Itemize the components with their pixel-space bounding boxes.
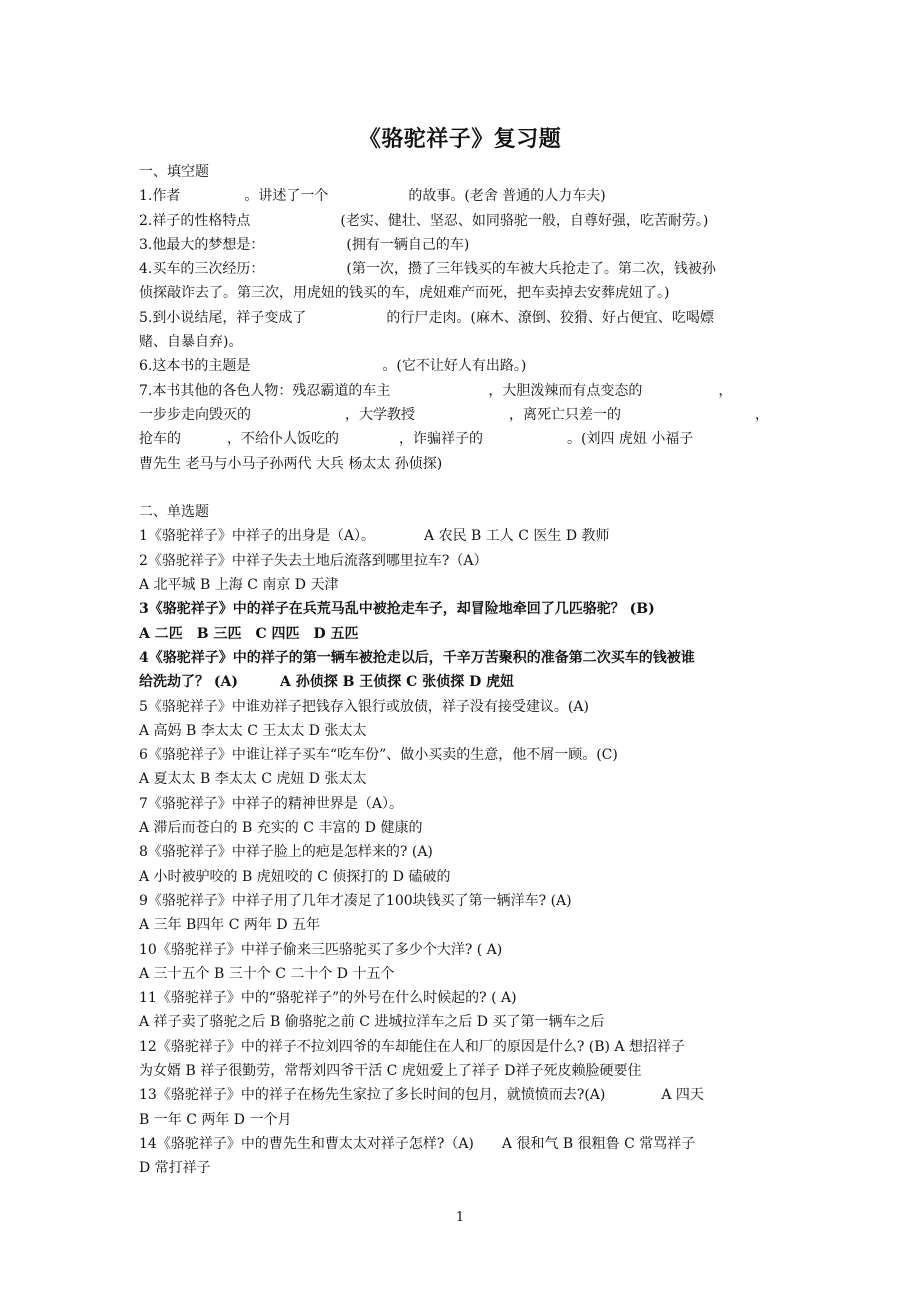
section-spacer xyxy=(139,476,791,500)
fill-question-5 xyxy=(139,306,791,330)
q5-part-a: 5.到小说结尾，祥子变成了 xyxy=(139,309,307,326)
question-line: B 一年 C 两年 D 一个月 xyxy=(139,1111,292,1128)
question-line: 1《骆驼祥子》中祥子的出身是（A）。 A 农民 B 工人 C 医生 D 教师 xyxy=(139,528,610,545)
q1-part-c: 的故事。(老舍 普通的人力车夫) xyxy=(408,188,606,205)
q6-part-a: 6.这本书的主题是 xyxy=(139,358,251,375)
question-line: A 滞后而苍白的 B 充实的 C 丰富的 D 健康的 xyxy=(139,820,423,837)
fill-question-4-cont: 侦探敲诈去了。第三次，用虎妞的钱买的车，虎妞难产而死，把车卖掉去安葬虎妞了。) xyxy=(139,285,670,302)
fill-question-6 xyxy=(139,354,791,378)
fill-question-3 xyxy=(139,233,791,257)
q2-part-a: 2.祥子的性格特点 xyxy=(139,212,251,229)
q3-part-b: (拥有一辆自己的车) xyxy=(346,236,470,253)
q1-part-a: 1.作者 xyxy=(139,188,181,205)
fill-question-7 xyxy=(139,379,791,403)
fill-question-5-cont: 赌、自暴自弃)。 xyxy=(139,334,243,351)
question-line: 11《骆驼祥子》中的“骆驼祥子”的外号在什么时候起的? ( A) xyxy=(139,990,517,1007)
question-line: 为女婿 B 祥子很勤劳，常帮刘四爷干活 C 虎妞爱上了祥子 D祥子死皮赖脸硬要住 xyxy=(139,1062,642,1079)
q3-part-a: 3.他最大的梦想是： xyxy=(139,236,265,253)
question-line: A 高妈 B 李太太 C 王太太 D 张太太 xyxy=(139,722,367,739)
q7-part-f: ，离死亡只差一的 xyxy=(509,406,621,423)
fill-question-7-line3 xyxy=(139,427,791,451)
question-line: 8《骆驼祥子》中祥子脸上的疤是怎样来的? (A) xyxy=(139,844,433,861)
section-heading-fill-blank: 一、填空题 xyxy=(139,164,209,180)
q7-part-b: ，大胆泼辣而有点变态的 xyxy=(488,382,643,399)
q5-part-b: 的行尸走肉。(麻木、潦倒、狡猾、好占便宜、吃喝嫖 xyxy=(386,309,714,326)
question-line: 10《骆驼祥子》中祥子偷来三匹骆驼买了多少个大洋? ( A) xyxy=(139,941,503,958)
q7-part-c: ， xyxy=(718,382,733,399)
q7-part-i: ，不给仆人饭吃的 xyxy=(227,431,339,448)
q7-part-g: ， xyxy=(755,406,769,423)
question-line: 2《骆驼祥子》中祥子失去土地后流落到哪里拉车?（A） xyxy=(139,552,488,569)
question-line: 4《骆驼祥子》中的祥子的第一辆车被抢走以后，千辛万苦聚积的准备第二次买车的钱被谁 xyxy=(139,649,695,666)
question-line: D 常打祥子 xyxy=(139,1160,211,1177)
q7-part-h: 抢车的 xyxy=(139,431,181,448)
fill-question-2 xyxy=(139,209,791,233)
question-line: A 夏太太 B 李太太 C 虎妞 D 张太太 xyxy=(139,771,367,788)
question-line: 14《骆驼祥子》中的曹先生和曹太太对祥子怎样?（A) A 很和气 B 很粗鲁 C 常骂祥子 xyxy=(139,1135,696,1152)
document-body xyxy=(139,160,791,1180)
question-line: 7《骆驼祥子》中祥子的精神世界是（A）。 xyxy=(139,795,404,812)
q2-part-b: (老实、健壮、坚忍、如同骆驼一般，自尊好强，吃苦耐劳。) xyxy=(340,212,709,229)
question-line: A 北平城 B 上海 C 南京 D 天津 xyxy=(139,577,339,594)
question-line: 6《骆驼祥子》中谁让祥子买车“吃车份”、做小买卖的生意，他不屑一顾。(C) xyxy=(139,747,618,764)
q7-part-d: 一步步走向毁灭的 xyxy=(139,406,251,423)
q7-part-j: ，诈骗祥子的 xyxy=(399,431,483,448)
q7-part-e: ，大学教授 xyxy=(345,406,415,423)
q1-part-b: 。讲述了一个 xyxy=(244,188,329,205)
q7-part-a: 7.本书其他的各色人物：残忍霸道的车主 xyxy=(139,382,391,399)
fill-question-7-line4: 曹先生 老马与小马子孙两代 大兵 杨太太 孙侦探) xyxy=(139,455,443,472)
q6-part-b: 。(它不让好人有出路。) xyxy=(382,358,527,375)
q4-part-a: 4.买车的三次经历： xyxy=(139,261,265,278)
fill-question-7-line2 xyxy=(139,403,791,427)
question-line: A 小时被驴咬的 B 虎妞咬的 C 侦探打的 D 磕破的 xyxy=(139,868,451,885)
question-line: 13《骆驼祥子》中的祥子在杨先生家拉了多长时间的包月，就愤愤而去?(A) A 四天 xyxy=(139,1087,704,1104)
question-line: 给洗劫了？ (A) A 孙侦探 B 王侦探 C 张侦探 D 虎妞 xyxy=(139,674,515,691)
question-line: A 三年 B四年 C 两年 D 五年 xyxy=(139,917,321,934)
fill-question-1 xyxy=(139,184,791,208)
question-line: A 二匹 B 三匹 C 四匹 D 五匹 xyxy=(139,625,359,642)
page-title: 《骆驼祥子》复习题 xyxy=(358,127,562,152)
question-line: 5《骆驼祥子》中谁劝祥子把钱存入银行或放债，祥子没有接受建议。(A) xyxy=(139,698,589,715)
q7-part-k: 。(刘四 虎妞 小福子 xyxy=(567,431,694,448)
question-line: 3《骆驼祥子》中的祥子在兵荒马乱中被抢走车子，却冒险地牵回了几匹骆驼？ (B) xyxy=(139,601,655,618)
section-heading-single-choice: 二、单选题 xyxy=(139,504,209,521)
fill-question-4 xyxy=(139,257,791,281)
page-number: 1 xyxy=(455,1210,465,1225)
question-line: 9《骆驼祥子》中祥子用了几年才凑足了100块钱买了第一辆洋车? (A) xyxy=(139,892,572,909)
question-line: 12《骆驼祥子》中的祥子不拉刘四爷的车却能住在人和厂的原因是什么? (B) A 想招祥子 xyxy=(139,1038,685,1055)
q4-part-b: (第一次，攒了三年钱买的车被大兵抢走了。第二次，钱被孙 xyxy=(346,261,716,278)
question-line: A 祥子卖了骆驼之后 B 偷骆驼之前 C 进城拉洋车之后 D 买了第一辆车之后 xyxy=(139,1014,605,1031)
question-line: A 三十五个 B 三十个 C 二十个 D 十五个 xyxy=(139,965,395,982)
